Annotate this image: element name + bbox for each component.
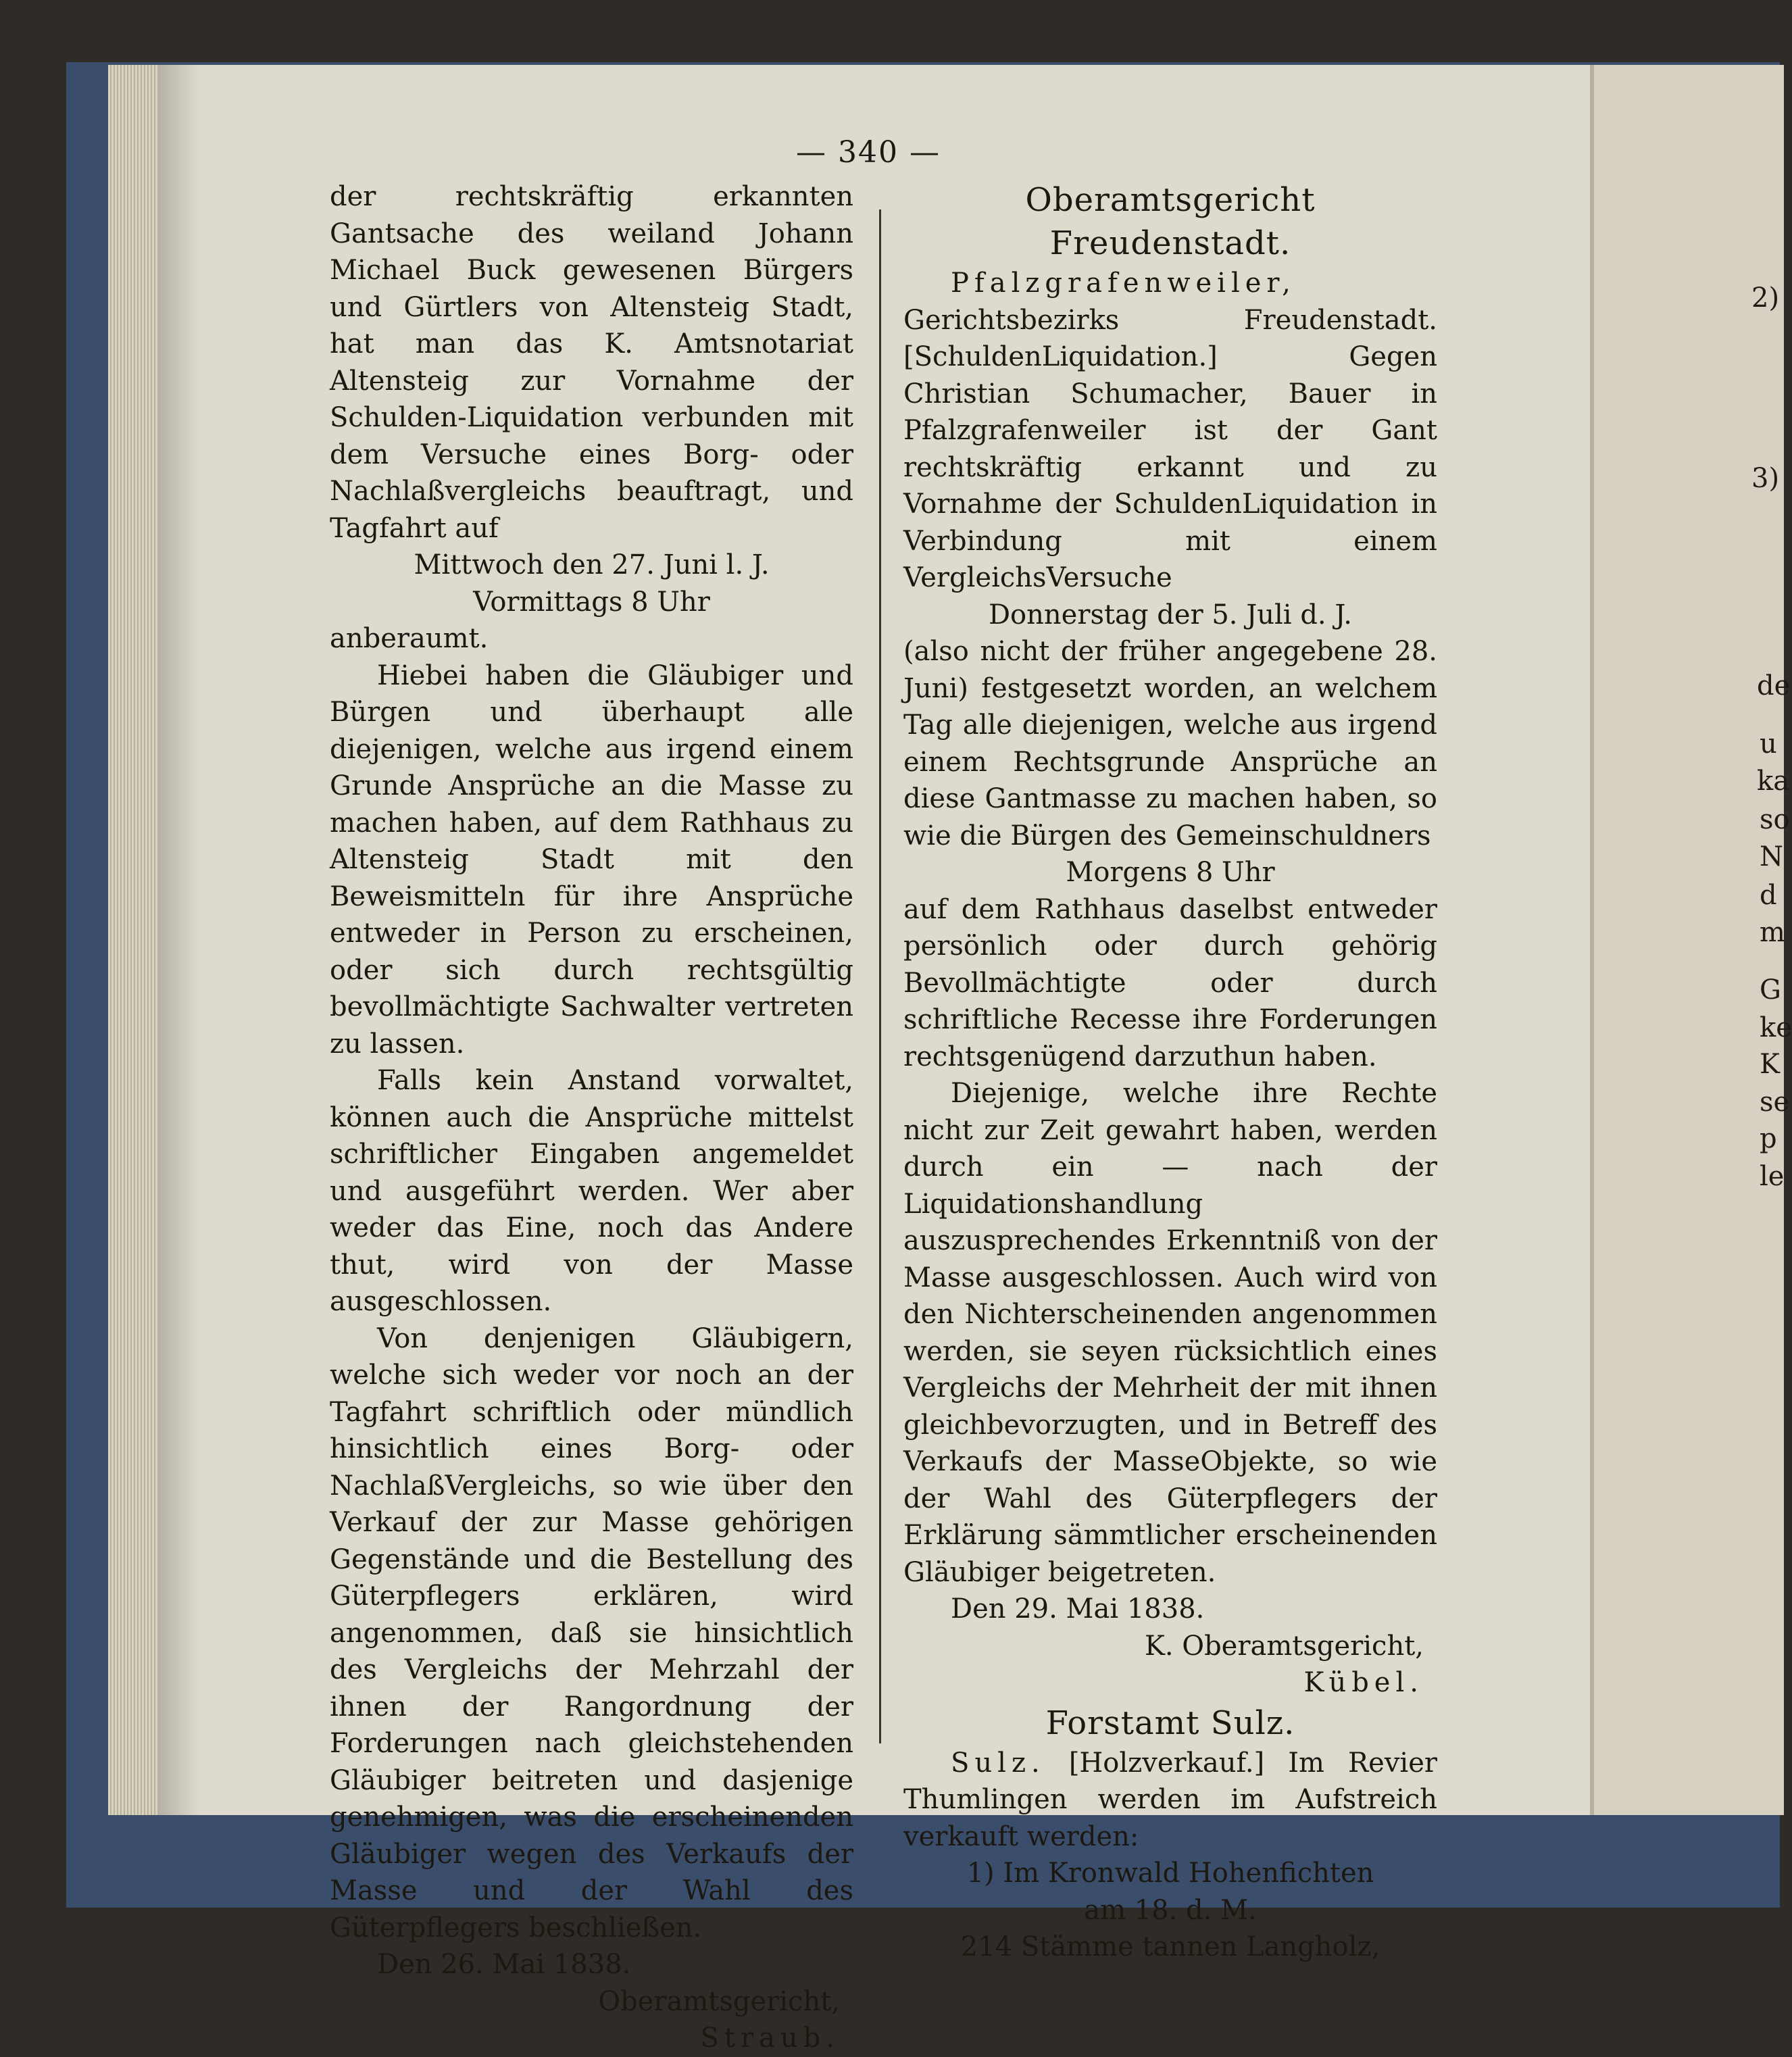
left-authority: Oberamtsgericht, [598,1985,840,2017]
next-page-fragment: G [1760,974,1781,1006]
right-authority: K. Oberamtsgericht, [1144,1630,1424,1662]
left-time-line: Vormittags 8 Uhr [473,586,710,618]
right-paragraph-3: auf dem Rathhaus daselbst entweder persönlich oder durch gehörig Bevollmächtigte oder durch schriftliche Recesse ihre Forderungen rechtsgenügend darzuthun haben. [903,893,1437,1072]
right-place-name: Pfalzgrafenweiler, [951,268,1296,299]
next-page-fragment: p [1760,1123,1777,1154]
right-column [903,178,1437,1966]
next-page-fragment: 2) [1751,282,1780,314]
left-paragraph-3: Hiebei haben die Gläubiger und Bürgen und überhaupt alle diejenigen, welche aus irgend einem Grunde Ansprüche an die Masse zu machen haben, auf dem Rathhaus zu Altensteig Stadt mit den Beweismitteln für ihre Ansprüche entweder in Person zu erscheinen, oder sich durch rechtsgültig bevollmächtigte Sachwalter vertreten zu lassen. [330,660,853,1060]
right-paragraph-4: Diejenige, welche ihre Rechte nicht zur Zeit gewahrt haben, werden durch ein — nach der Liquidationshandlung auszusprechendes Erkenntniß von der Masse ausgeschlossen. Auch wird von den Nichterscheinenden angenommen werden, sie seyen rücksichtlich eines Vergleichs der Mehrheit der mit ihnen gleichbevorzugten, und in Betreff des Verkaufs der MasseObjekte, so wie der Wahl des Güterpflegers der Erklärung sämmtlicher erscheinenden Gläubiger beigetreten. [903,1078,1437,1588]
next-page-fragment: ka [1757,766,1790,797]
left-date-line: Mittwoch den 27. Juni l. J. [414,549,770,580]
left-paragraph-4: Falls kein Anstand vorwaltet, können auch die Ansprüche mittelst schriftlicher Eingaben angemeldet und ausgeführt werden. Wer aber weder das Eine, noch das Andere thut, wird von der Masse ausgeschlossen. [330,1065,853,1317]
right-item-1-line-1: 1) Im Kronwald Hohenfichten [966,1858,1374,1889]
right-heading-oberamtsgericht: Oberamtsgericht Freudenstadt. [1025,181,1316,262]
gutter-shadow [159,65,199,1815]
left-paragraph-2: anberaumt. [330,623,489,654]
right-paragraph-1: Gerichtsbezirks Freudenstadt. [SchuldenLiquidation.] Gegen Christian Schumacher, Bauer in Pfalzgrafenweiler ist der Gant rechtskräftig erkannt und zu Vornahme der SchuldenLiquidation in Verbindung mit einem VergleichsVersuche [903,304,1437,593]
next-page-fragment: de [1757,670,1791,701]
right-time-line: Morgens 8 Uhr [1066,857,1275,888]
left-dated: Den 26. Mai 1838. [377,1949,631,1980]
next-page-fragment: d [1760,880,1777,911]
right-date-line: Donnerstag der 5. Juli d. J. [988,599,1352,630]
column-divider [879,209,881,1743]
right-dated: Den 29. Mai 1838. [951,1593,1205,1625]
left-paragraph-1: der rechtskräftig erkannten Gantsache des weiland Johann Michael Buck gewesenen Bürgers und Gürtlers von Altensteig Stadt, hat man das K. Amtsnotariat Altensteig zur Vornahme der Schulden-Liquidation verbunden mit dem Versuche eines Borg- oder Nachlaßvergleichs beauftragt, und Tagfahrt auf [330,181,853,544]
right-item-1-line-3: 214 Stämme tannen Langholz, [960,1931,1380,1962]
next-page-fragment: m [1760,917,1785,948]
next-page-fragment: u [1760,728,1777,760]
next-page-fragment: ke [1760,1012,1792,1043]
right-item-1-line-2: am 18. d. M. [1084,1894,1257,1926]
next-page-fragment: N [1760,841,1783,872]
right-heading-forstamt: Forstamt Sulz. [1045,1704,1295,1742]
left-signature: Straub. [700,2023,840,2054]
next-page-fragment: so [1760,804,1790,835]
page-number: — 340 — [796,135,941,170]
right-place-name-2: Sulz. [951,1747,1045,1779]
next-page-fragment: 3) [1751,463,1780,494]
left-paragraph-5: Von denjenigen Gläubigern, welche sich weder vor noch an der Tagfahrt schriftlich oder mündlich hinsichtlich eines Borg- oder NachlaßVergleichs, so wie über den Verkauf der zur Masse gehörigen Gegenstände und die Bestellung des Güterpflegers erklären, wird angenommen, daß sie hinsichtlich des Vergleichs der Mehrzahl der ihnen der Rangordnung der Forderungen nach gleichstehenden Gläubiger beitreten und dasjenige genehmigen, was die erscheinenden Gläubiger wegen des Verkaufs der Masse und der Wahl des Güterpflegers beschließen. [330,1322,853,1943]
right-paragraph-5: [Holzverkauf.] Im Revier Thumlingen werden im Aufstreich verkauft werden: [903,1747,1437,1852]
left-column [330,178,853,2057]
right-paragraph-2: (also nicht der früher angegebene 28. Juni) festgesetzt worden, an welchem Tag alle diejenigen, welche aus irgend einem Rechtsgrunde Ansprüche an diese Gantmasse zu machen haben, so wie die Bürgen des Gemeinschuldners [903,636,1437,851]
next-page-fragment: K [1760,1049,1780,1080]
next-page-edge [1590,65,1784,1815]
next-page-fragment: se [1760,1087,1790,1118]
next-page-fragment: le [1760,1161,1785,1192]
page-edges [108,65,166,1815]
right-signature: Kübel. [1303,1667,1424,1698]
